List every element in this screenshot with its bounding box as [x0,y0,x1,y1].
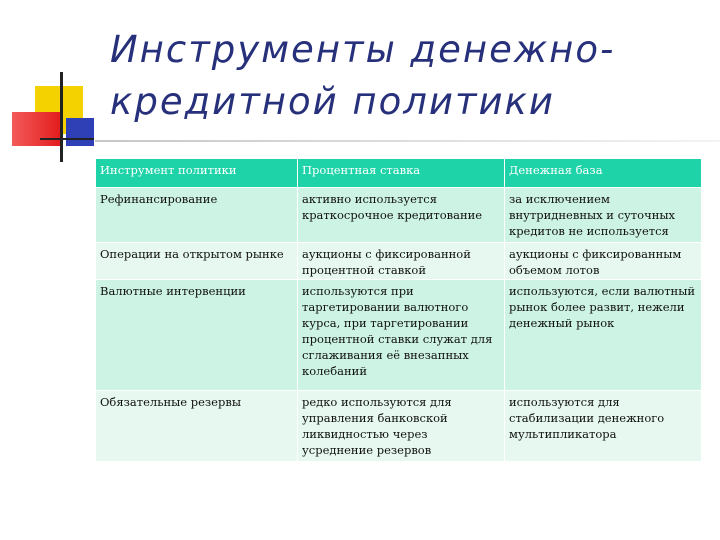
table-row [96,188,702,243]
cell-interest-rate: используются при таргетировании валютного курса, при таргетировании процентной ставки служат для сглаживания её внезапных колебаний [298,280,505,391]
cell-monetary-base: используются, если валютный рынок более развит, нежели денежный рынок [505,280,702,391]
table-header-row [96,159,702,188]
decor-red-square [12,112,62,146]
slide-title: Инструменты денежно-кредитной политики [110,28,616,123]
cell-monetary-base: используются для стабилизации денежного мультипликатора [505,391,702,462]
header-monetary-base: Денежная база [505,159,702,188]
policy-instruments-table [95,158,702,462]
header-interest-rate: Процентная ставка [298,159,505,188]
decor-vertical-line [60,72,63,162]
decor-horizontal-line [40,138,94,140]
table-row [96,243,702,280]
cell-monetary-base: аукционы с фиксированным объемом лотов [505,243,702,280]
cell-instrument: Обязательные резервы [96,391,298,462]
cell-interest-rate: аукционы с фиксированной процентной ставкой [298,243,505,280]
header-instrument: Инструмент политики [96,159,298,188]
table-row [96,391,702,462]
cell-instrument: Операции на открытом рынке [96,243,298,280]
decor-blue-square [66,118,94,146]
cell-instrument: Рефинансирование [96,188,298,243]
cell-instrument: Валютные интервенции [96,280,298,391]
cell-interest-rate: редко используются для управления банковской ликвидностью через усреднение резервов [298,391,505,462]
cell-interest-rate: активно используется краткосрочное кредитование [298,188,505,243]
table-row [96,280,702,391]
cell-monetary-base: за исключением внутридневных и суточных кредитов не используется [505,188,702,243]
